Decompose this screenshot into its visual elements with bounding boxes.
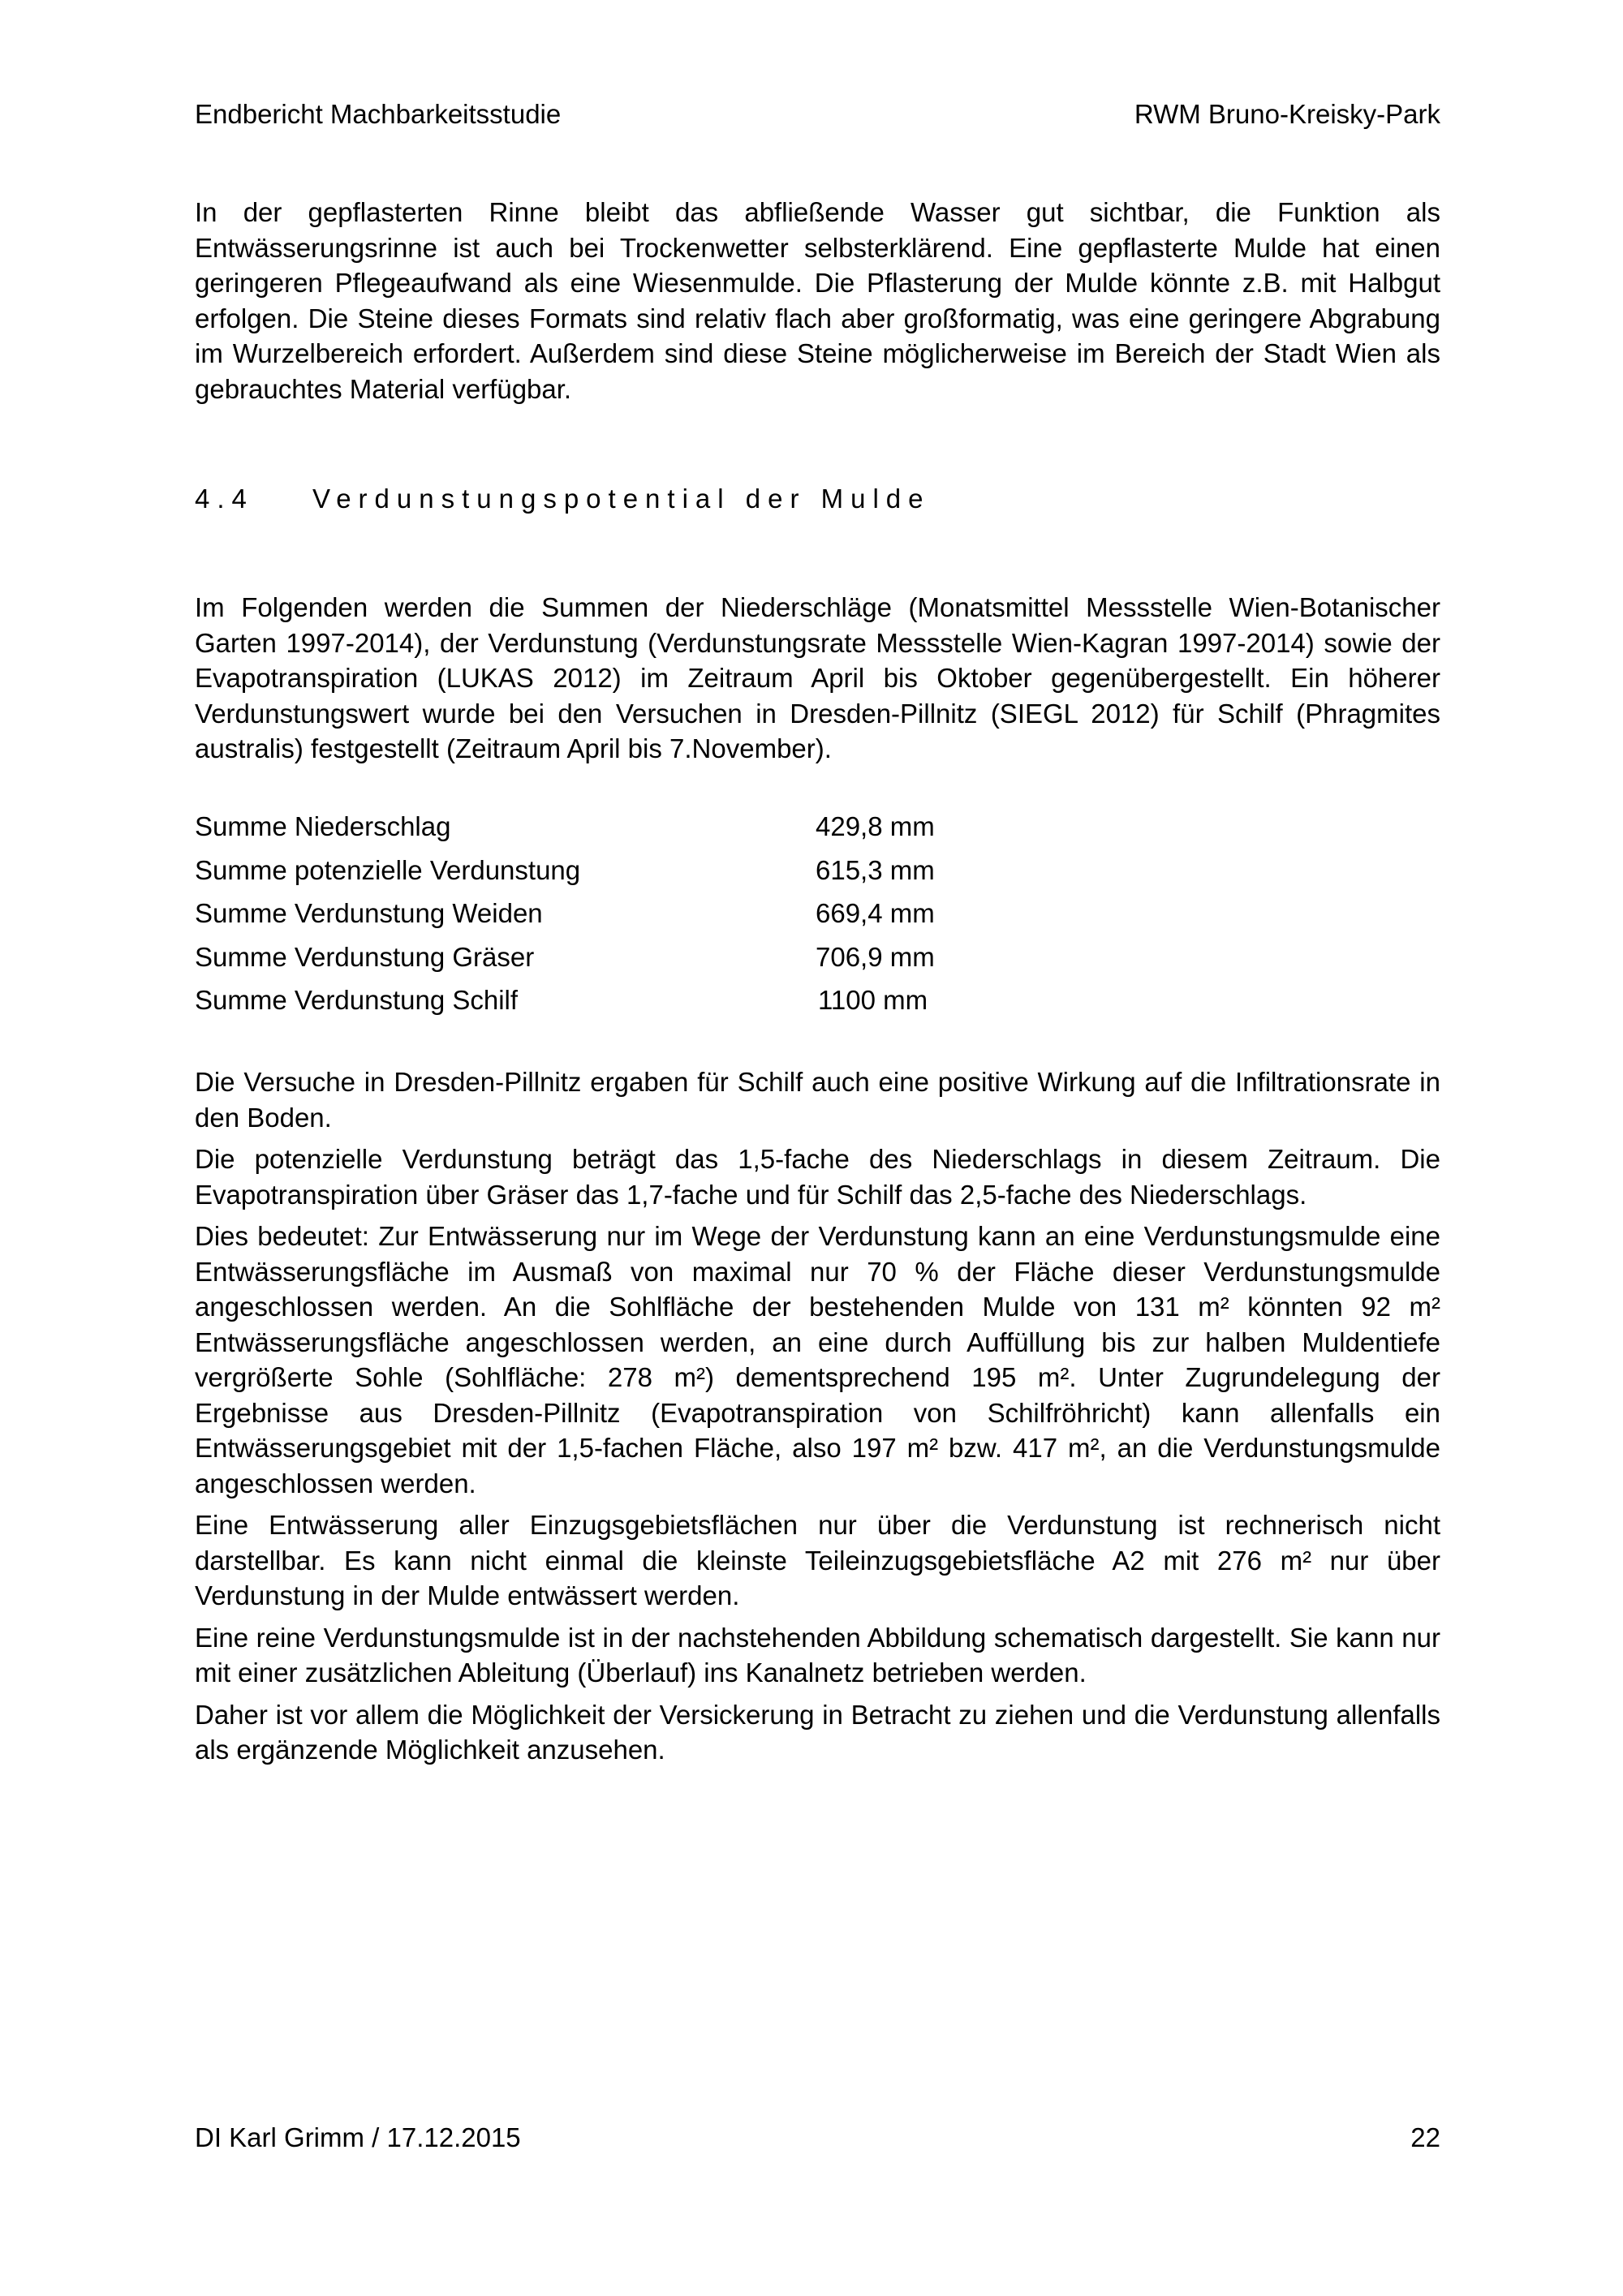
row-label: Summe potenzielle Verdunstung — [195, 854, 581, 885]
body-paragraphs-block — [195, 1064, 1440, 1768]
row-value: 706,9 mm — [816, 941, 935, 972]
paragraph-infiltration: Die Versuche in Dresden-Pillnitz ergaben für Schilf auch eine positive Wirkung auf die Infiltrationsrate in den Boden. — [195, 1067, 1440, 1133]
page-header — [195, 96, 1440, 133]
paragraph-potential-evaporation: Die potenzielle Verdunstung beträgt das 1,5-fache des Niederschlags in diesem Zeitraum. Die Evapotranspiration über Gräser das 1,7-fache und für Schilf das 2,5-fache des Niederschlags. — [195, 1144, 1440, 1210]
section-number: 4.4 — [195, 484, 254, 514]
evaporation-sums-table — [195, 805, 1440, 1022]
row-value: 1100 mm — [818, 985, 928, 1015]
table-row — [195, 978, 1440, 1022]
table-row — [195, 849, 1440, 892]
row-label: Summe Verdunstung Gräser — [195, 941, 535, 972]
row-value: 615,3 mm — [816, 854, 935, 885]
header-document-title: Endbericht Machbarkeitsstudie — [195, 99, 562, 129]
table-row — [195, 935, 1440, 979]
footer-author-date: DI Karl Grimm / 17.12.2015 — [195, 2122, 521, 2152]
row-label: Summe Verdunstung Schilf — [195, 985, 519, 1015]
row-label: Summe Niederschlag — [195, 811, 451, 841]
page-footer — [195, 2119, 1440, 2156]
intro-paragraph: In der gepflasterten Rinne bleibt das abfließende Wasser gut sichtbar, die Funktion als Entwässerungsrinne ist auch bei Trockenwetter selbsterklärend. Eine gepflasterte Mulde hat einen geringeren Pflegeaufwand als eine Wiesenmulde. Die Pflasterung der Mulde könnte z.B. mit Halbgut erfolgen. Die Steine dieses Formats sind relativ flach aber großformatig, was eine geringere Abgrabung im Wurzelbereich erfordert. Außerdem sind diese Steine möglicherweise im Bereich der Stadt Wien als gebrauchtes Material verfügbar. — [195, 197, 1440, 404]
header-project-title: RWM Bruno-Kreisky-Park — [1134, 99, 1440, 129]
intro-paragraph-block — [195, 195, 1440, 406]
row-value: 429,8 mm — [816, 811, 935, 841]
row-label: Summe Verdunstung Weiden — [195, 898, 543, 928]
section-intro-block — [195, 590, 1440, 767]
paragraph-catchment: Eine Entwässerung aller Einzugsgebietsflächen nur über die Verdunstung ist rechnerisch nicht darstellbar. Es kann nicht einmal die kleinste Teileinzugsgebietsfläche A2 mit 276 m² nur über Verdunstung in der Mulde entwässert werden. — [195, 1510, 1440, 1610]
page-number: 22 — [1410, 2122, 1440, 2152]
section-heading — [195, 480, 1440, 518]
section-intro-paragraph: Im Folgenden werden die Summen der Niederschläge (Monatsmittel Messstelle Wien-Botanischer Garten 1997-2014), der Verdunstung (Verdunstungsrate Messstelle Wien-Kagran 1997-2014) sowie der Evapotranspiration (LUKAS 2012) im Zeitraum April bis Oktober gegenübergestellt. Ein höherer Verdunstungswert wurde bei den Versuchen in Dresden-Pillnitz (SIEGL 2012) für Schilf (Phragmites australis) festgestellt (Zeitraum April bis 7.November). — [195, 592, 1440, 763]
row-value: 669,4 mm — [816, 898, 935, 928]
paragraph-schematic: Eine reine Verdunstungsmulde ist in der nachstehenden Abbildung schematisch dargestellt. Sie kann nur mit einer zusätzlichen Ableitung (Überlauf) ins Kanalnetz betrieben werden. — [195, 1622, 1440, 1688]
table-row — [195, 892, 1440, 935]
paragraph-consequences: Dies bedeutet: Zur Entwässerung nur im Wege der Verdunstung kann an eine Verdunstungsmulde eine Entwässerungsfläche im Ausmaß von maximal nur 70 % der Fläche dieser Verdunstungsmulde angeschlossen werden. An die Sohlfläche der bestehenden Mulde von 131 m² könnten 92 m² Entwässerungsfläche angeschlossen werden, an eine durch Auffüllung bis zur halben Muldentiefe vergrößerte Sohle (Sohlfläche: 278 m²) dementsprechend 195 m². Unter Zugrundelegung der Ergebnisse aus Dresden-Pillnitz (Evapotranspiration von Schilfröhricht) kann allenfalls ein Entwässerungsgebiet mit der 1,5-fachen Fläche, also 197 m² bzw. 417 m², an die Verdunstungsmulde angeschlossen werden. — [195, 1221, 1440, 1498]
section-title: Verdunstungspotential der Mulde — [312, 484, 931, 514]
table-row — [195, 805, 1440, 849]
paragraph-conclusion: Daher ist vor allem die Möglichkeit der Versickerung in Betracht zu ziehen und die Verdunstung allenfalls als ergänzende Möglichkeit anzusehen. — [195, 1699, 1440, 1765]
